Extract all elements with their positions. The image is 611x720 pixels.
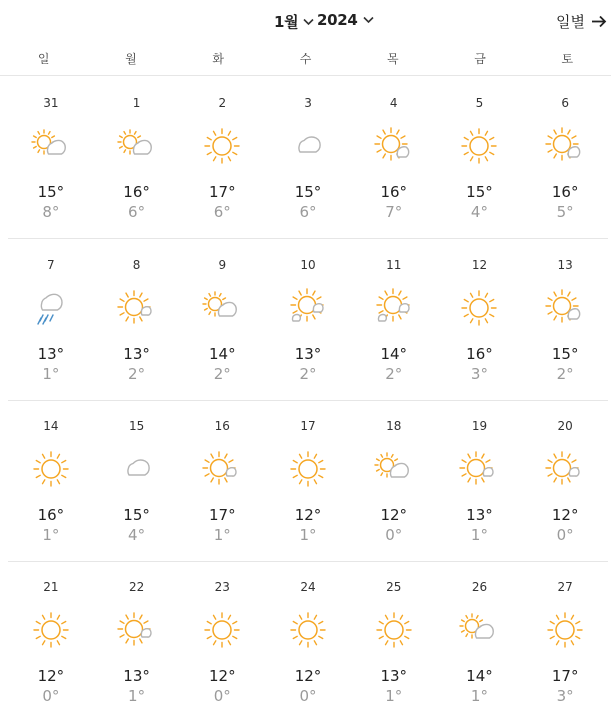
high-temp: 14° [209,345,236,363]
high-temp: 14° [466,667,493,685]
high-temp: 17° [209,506,236,524]
low-temp: 3° [470,365,488,383]
low-temp: 1° [42,526,60,544]
weekday-tue: 화 [212,52,224,66]
day-date: 5 [475,96,484,110]
day-cell[interactable] [179,562,265,720]
high-temp: 12° [294,506,322,524]
day-cell[interactable] [94,240,180,400]
low-temp: 1° [42,365,60,383]
month-label: 1월 [274,13,299,31]
day-cell[interactable] [94,78,180,238]
high-temp: 15° [294,183,322,201]
day-date: 17 [300,419,316,433]
year-select[interactable] [317,11,374,29]
month-select[interactable] [274,11,314,32]
day-cell[interactable] [522,240,608,400]
day-cell[interactable] [8,78,94,238]
sun-behind-cloud-icon [29,126,73,166]
low-temp: 5° [556,203,574,221]
sun-behind-cloud-icon [372,449,416,489]
week-row [8,401,608,562]
sun-icon [457,288,501,328]
chevron-down-icon [303,18,314,26]
day-cell[interactable] [437,401,523,561]
day-cell[interactable] [522,562,608,720]
day-cell[interactable] [179,401,265,561]
day-cell[interactable] [8,401,94,561]
day-cell[interactable] [265,240,351,400]
day-date: 12 [471,258,488,272]
day-date: 8 [132,258,141,272]
day-date: 25 [386,580,402,594]
low-temp: 6° [299,203,317,221]
day-date: 23 [214,580,230,594]
low-temp: 2° [213,365,231,383]
sun-icon [372,610,416,650]
high-temp: 13° [294,345,322,363]
day-date: 11 [386,258,402,272]
arrow-right-icon [591,15,607,28]
week-row [8,78,608,239]
sun-icon [200,126,244,166]
cloud-icon [286,126,330,166]
low-temp: 1° [470,526,488,544]
high-temp: 15° [123,506,150,524]
weekday-fri: 금 [474,52,486,66]
day-date: 26 [471,580,488,594]
low-temp: 0° [42,687,60,705]
day-date: 22 [128,580,145,594]
day-cell[interactable] [437,78,523,238]
sun-with-small-cloud-icon [543,449,587,489]
sun-with-two-clouds-icon [286,288,330,328]
day-cell[interactable] [8,562,94,720]
low-temp: 6° [128,203,146,221]
day-date: 6 [561,96,569,110]
day-date: 27 [557,580,573,594]
high-temp: 15° [551,345,579,363]
low-temp: 1° [385,687,403,705]
day-date: 15 [128,419,145,433]
low-temp: 2° [556,365,574,383]
sun-with-cloud-icon [372,126,416,166]
sun-with-small-cloud-icon [457,449,501,489]
high-temp: 13° [37,345,65,363]
sun-behind-cloud-icon [115,126,159,166]
day-cell[interactable] [351,562,437,720]
low-temp: 7° [385,203,403,221]
day-date: 3 [304,96,312,110]
low-temp: 0° [299,687,317,705]
day-cell[interactable] [179,240,265,400]
sun-icon [457,126,501,166]
low-temp: 6° [213,203,231,221]
low-temp: 1° [213,526,231,544]
day-date: 24 [300,580,316,594]
day-cell[interactable] [179,78,265,238]
low-temp: 4° [128,526,146,544]
high-temp: 13° [380,667,408,685]
high-temp: 12° [380,506,408,524]
day-cell[interactable] [351,78,437,238]
day-cell[interactable] [522,78,608,238]
chevron-down-icon [363,16,374,24]
high-temp: 17° [551,667,579,685]
high-temp: 16° [380,183,408,201]
high-temp: 13° [123,345,150,363]
day-date: 9 [218,258,227,272]
weekday-sun: 일 [37,52,50,66]
day-date: 16 [214,419,230,433]
day-cell[interactable] [265,78,351,238]
daily-view-label: 일별 [556,13,585,31]
sun-icon [29,610,73,650]
day-cell[interactable] [437,240,523,400]
sun-with-cloud-icon [543,288,587,328]
year-label: 2024 [317,11,358,29]
low-temp: 4° [470,203,488,221]
high-temp: 12° [37,667,65,685]
sun-with-small-cloud-icon [200,449,244,489]
day-date: 14 [43,419,59,433]
high-temp: 14° [380,345,408,363]
high-temp: 12° [209,667,236,685]
weekday-header-row [0,44,611,76]
day-date: 21 [43,580,59,594]
day-cell[interactable] [8,240,94,400]
day-date: 4 [389,96,398,110]
high-temp: 16° [466,345,493,363]
sun-behind-cloud-icon [457,610,501,650]
high-temp: 12° [294,667,322,685]
day-date: 13 [557,258,573,272]
low-temp: 1° [299,526,317,544]
sun-with-two-clouds-icon [372,288,416,328]
high-temp: 16° [123,183,150,201]
low-temp: 0° [385,526,403,544]
sun-with-cloud-icon [543,126,587,166]
day-cell[interactable] [94,401,180,561]
sun-with-small-cloud-icon [115,288,159,328]
day-date: 1 [132,96,141,110]
day-date: 7 [47,258,55,272]
low-temp: 3° [556,687,574,705]
day-cell[interactable] [265,401,351,561]
low-temp: 2° [299,365,317,383]
day-date: 19 [471,419,488,433]
low-temp: 0° [213,687,231,705]
high-temp: 16° [37,506,65,524]
high-temp: 17° [209,183,236,201]
day-date: 31 [43,96,59,110]
low-temp: 1° [128,687,146,705]
weekday-sat: 토 [561,52,574,66]
low-temp: 2° [385,365,403,383]
day-cell[interactable] [351,240,437,400]
high-temp: 16° [551,183,579,201]
calendar-header [0,0,611,40]
day-cell[interactable] [265,562,351,720]
sun-behind-cloud-icon [200,288,244,328]
sun-icon [543,610,587,650]
day-cell[interactable] [94,562,180,720]
low-temp: 8° [42,203,60,221]
sun-icon [286,449,330,489]
day-cell[interactable] [351,401,437,561]
day-date: 20 [557,419,573,433]
weekday-thu: 목 [386,52,399,66]
high-temp: 15° [37,183,65,201]
day-date: 2 [218,96,227,110]
week-row [8,562,608,720]
high-temp: 13° [123,667,150,685]
day-cell[interactable] [437,562,523,720]
daily-view-link[interactable] [556,11,607,32]
weekday-wed: 수 [299,52,312,66]
weekday-mon: 월 [125,52,137,66]
low-temp: 2° [128,365,146,383]
week-row [8,240,608,401]
high-temp: 15° [466,183,493,201]
day-date: 10 [300,258,316,272]
rain-cloud-icon [29,288,73,328]
sun-icon [200,610,244,650]
cloud-icon [115,449,159,489]
low-temp: 0° [556,526,574,544]
high-temp: 12° [551,506,579,524]
sun-with-small-cloud-icon [115,610,159,650]
low-temp: 1° [470,687,488,705]
high-temp: 13° [466,506,493,524]
sun-icon [286,610,330,650]
sun-icon [29,449,73,489]
day-date: 18 [386,419,402,433]
day-cell[interactable] [522,401,608,561]
